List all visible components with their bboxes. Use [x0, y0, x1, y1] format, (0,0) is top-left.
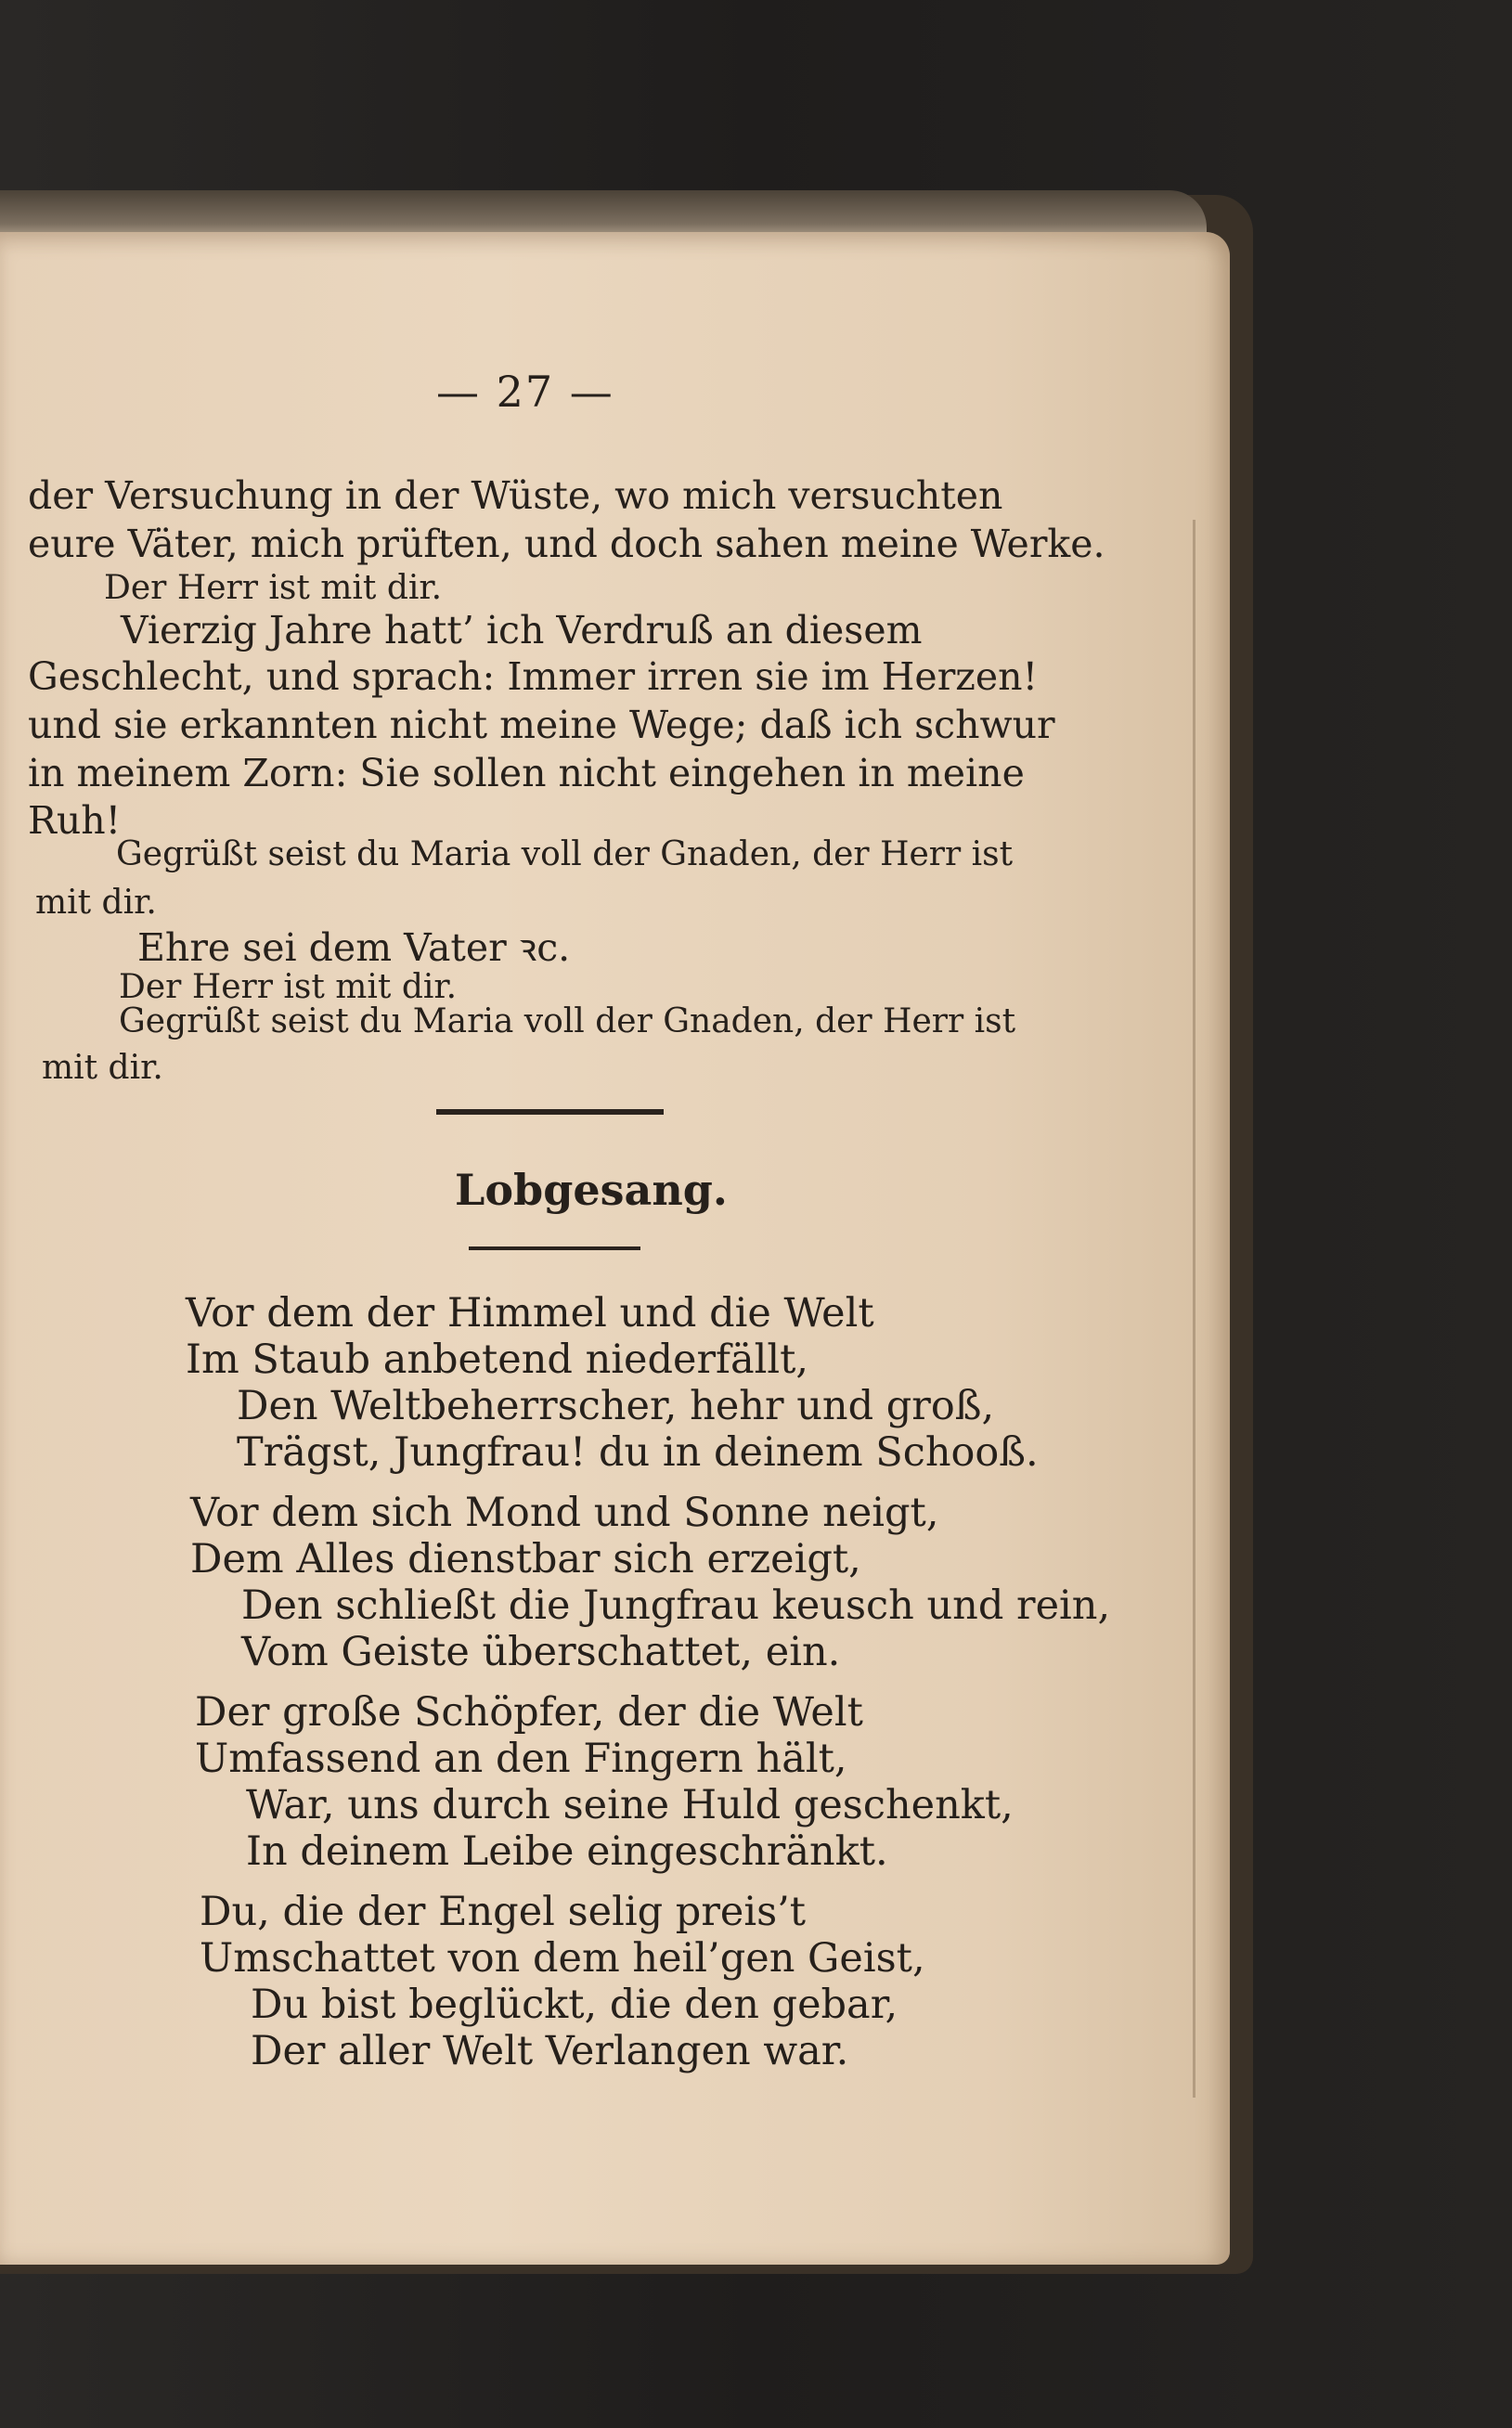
prose-line: in meinem Zorn: Sie sollen nicht eingehen in meine [28, 751, 1025, 795]
section-divider [436, 1109, 664, 1115]
prose-line: und sie erkannten nicht meine Wege; daß ich schwur [28, 703, 1055, 747]
prose-line: Geschlecht, und sprach: Immer irren sie im Herzen! [28, 654, 1039, 699]
response-line: Der Herr ist mit dir. [119, 968, 458, 1006]
poem-line: Umfassend an den Fingern hält, [195, 1736, 847, 1782]
poem-line: Vor dem sich Mond und Sonne neigt, [190, 1490, 939, 1536]
doxology-line: Ehre sei dem Vater ꝛc. [137, 925, 571, 970]
poem-line: Dem Alles dienstbar sich erzeigt, [190, 1536, 861, 1582]
prose-line: Vierzig Jahre hatt’ ich Verdruß an diesem [121, 608, 923, 652]
prose-line: der Versuchung in der Wüste, wo mich versuchten [28, 473, 1003, 518]
prose-line: eure Väter, mich prüften, und doch sahen meine Werke. [28, 522, 1105, 566]
prose-line: Ruh! [28, 798, 122, 843]
poem-line: Der aller Welt Verlangen war. [251, 2028, 849, 2074]
prayer-line: Gegrüßt seist du Maria voll der Gnaden, der Herr ist [116, 835, 1014, 873]
poem-line: Trägst, Jungfrau! du in deinem Schooß. [237, 1429, 1039, 1476]
hymn-title: Lobgesang. [455, 1165, 728, 1215]
poem-line: Im Staub anbetend niederfällt, [186, 1337, 809, 1383]
prayer-line: mit dir. [42, 1049, 163, 1087]
poem-line: Den Weltbeherrscher, hehr und groß, [237, 1383, 995, 1429]
poem-line: Vom Geiste überschattet, ein. [241, 1629, 841, 1675]
page-fold-line [1193, 520, 1195, 2098]
page-number: — 27 — [436, 367, 614, 417]
poem-line: Den schließt die Jungfrau keusch und rein, [241, 1582, 1111, 1629]
title-underline [469, 1246, 640, 1250]
poem-line: Umschattet von dem heil’gen Geist, [200, 1935, 925, 1982]
poem-line: Du bist beglückt, die den gebar, [251, 1982, 898, 2028]
prayer-line: Gegrüßt seist du Maria voll der Gnaden, der Herr ist [119, 1002, 1016, 1040]
poem-line: Vor dem der Himmel und die Welt [186, 1290, 874, 1337]
poem-line: War, uns durch seine Huld geschenkt, [246, 1782, 1014, 1828]
poem-line: Der große Schöpfer, der die Welt [195, 1689, 863, 1736]
prayer-line: mit dir. [35, 884, 157, 922]
poem-line: In deinem Leibe eingeschränkt. [246, 1828, 888, 1875]
poem-line: Du, die der Engel selig preis’t [200, 1889, 807, 1935]
response-line: Der Herr ist mit dir. [104, 569, 443, 607]
